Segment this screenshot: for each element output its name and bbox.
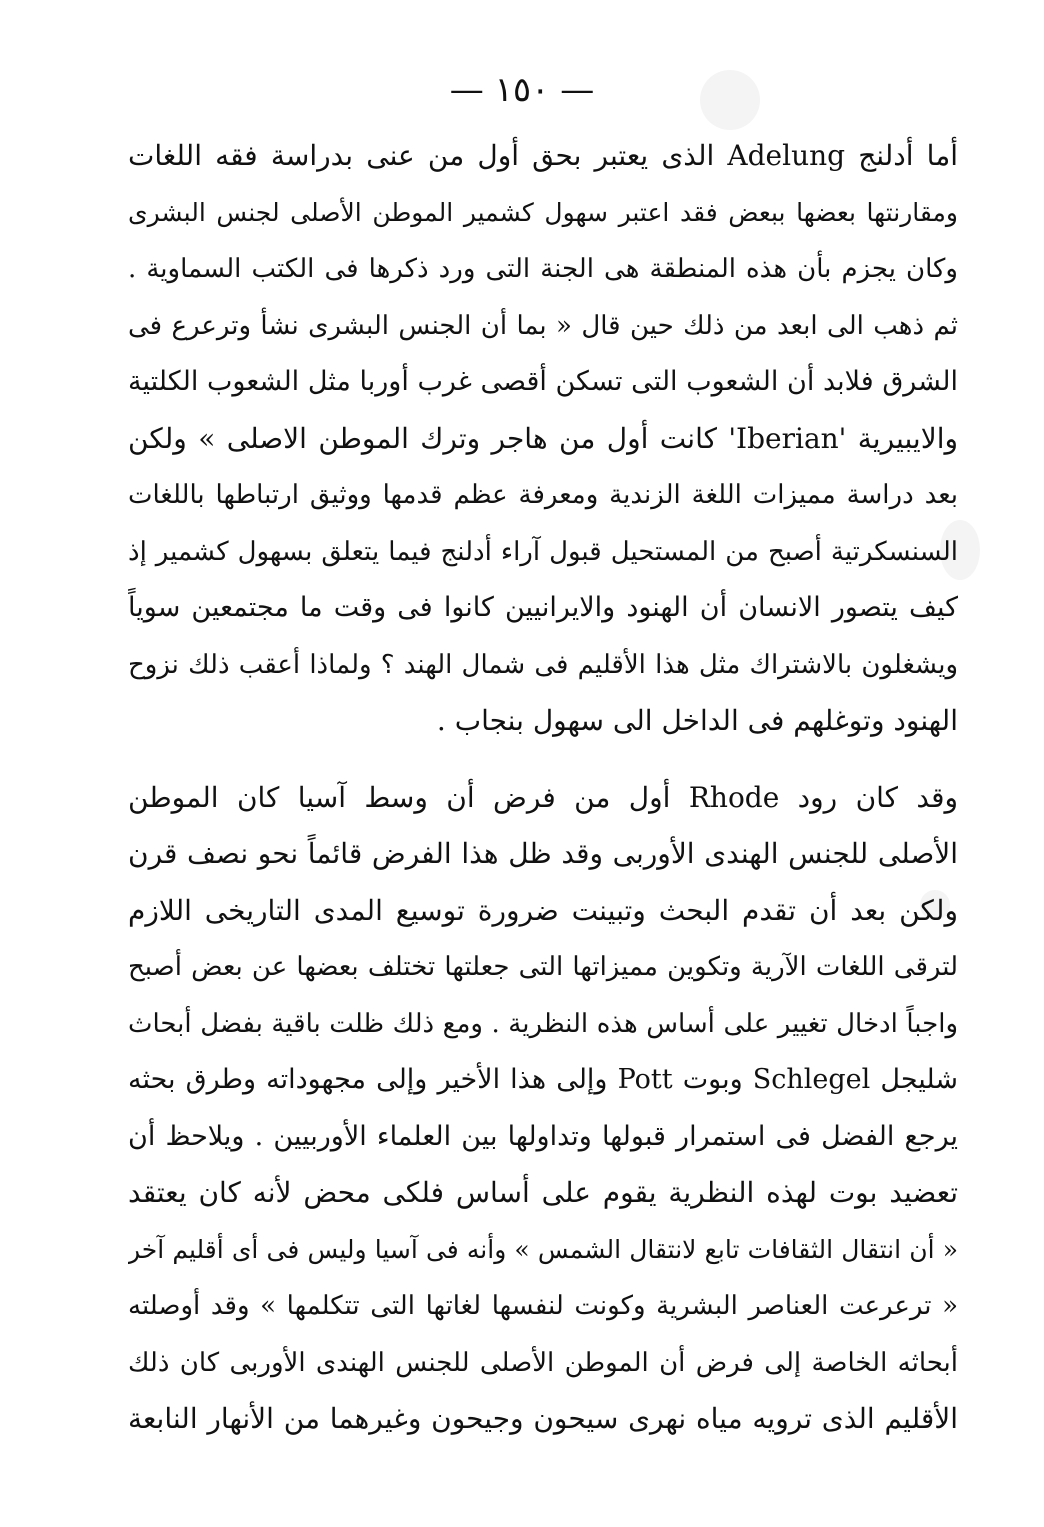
paragraph-1 xyxy=(128,128,958,750)
text-line: أبحاثه الخاصة إلى فرض أن الموطن الأصلى للجنس الهندى الأوربى كان ذلك xyxy=(128,1347,958,1378)
text-line: ويشغلون بالاشتراك مثل هذا الأقليم فى شمال الهند ؟ ولماذا أعقب ذلك نزوح xyxy=(128,649,958,680)
text-line: وقد كان رود Rhode أول من فرض أن وسط آسيا كان الموطن xyxy=(128,780,958,814)
text-line: كيف يتصور الانسان أن الهنود والايرانيين كانوا فى وقت ما مجتمعين سوياً xyxy=(128,592,958,623)
text-line: يرجع الفضل فى استمرار قبولها وتداولها بين العلماء الأوربيين . ويلاحظ أن xyxy=(128,1120,958,1152)
text-line: لترقى اللغات الآرية وتكوين مميزاتها التى جعلتها تختلف بعضها عن بعض أصبح xyxy=(128,952,958,982)
text-line: بعد دراسة مميزات اللغة الزندية ومعرفة عظم قدمها ووثيق ارتباطها باللغات xyxy=(128,480,958,510)
text-line: الهنود وتوغلهم فى الداخل الى سهول بنجاب . xyxy=(436,704,958,737)
text-line: أما أدلنج Adelung الذى يعتبر بحق أول من عنى بدراسة فقه اللغات xyxy=(128,139,958,172)
paragraph-gap xyxy=(128,750,958,770)
text-line: شليجل Schlegel وبوت Pott وإلى هذا الأخير وإلى مجهوداته وطرق بحثه xyxy=(128,1064,958,1095)
text-line: الأصلى للجنس الهندى الأوربى وقد ظل هذا الفرض قائماً نحو نصف قرن xyxy=(128,837,958,870)
text-line: ومقارنتها بعضها ببعض فقد اعتبر سهول كشمير الموطن الأصلى لجنس البشرى xyxy=(128,197,958,227)
text-line: والايبيرية 'Iberian' كانت أول من هاجر وترك الموطن الاصلى » ولكن xyxy=(128,421,958,455)
text-line: تعضيد بوت لهذه النظرية يقوم على أساس فلكى محض لأنه كان يعتقد xyxy=(128,1176,958,1209)
text-line: « ترعرعت العناصر البشرية وكونت لنفسها لغاتها التى تتكلمها » وقد أوصلته xyxy=(128,1291,958,1321)
text-line: ولكن بعد أن تقدم البحث وتبينت ضرورة توسيع المدى التاريخى اللازم xyxy=(128,893,958,927)
text-line: « أن انتقال الثقافات تابع لانتقال الشمس » وأنه فى آسيا وليس فى أى أقليم آخر xyxy=(128,1234,958,1264)
text-line: الأقليم الذى ترويه مياه نهرى سيحون وجيحون وغيرهما من الأنهار النابعة xyxy=(128,1402,958,1435)
text-line: وكان يجزم بأن هذه المنطقة هى الجنة التى ورد ذكرها فى الكتب السماوية . xyxy=(128,254,958,284)
text-line: واجباً ادخال تغيير على أساس هذه النظرية . ومع ذلك ظلت باقية بفضل أبحاث xyxy=(128,1008,958,1039)
text-line: ثم ذهب الى ابعد من ذلك حين قال « بما أن الجنس البشرى نشأ وترعرع فى xyxy=(128,310,958,341)
body-text xyxy=(128,128,958,1448)
page-number: — ١٥٠ — xyxy=(449,70,595,110)
text-line: الشرق فلابد أن الشعوب التى تسكن أقصى غرب أوربا مثل الشعوب الكلتية xyxy=(128,366,958,397)
paragraph-2 xyxy=(128,770,958,1448)
text-line: السنسكرتية أصبح من المستحيل قبول آراء أدلنج فيما يتعلق بسهول كشمير إذ xyxy=(128,536,958,567)
